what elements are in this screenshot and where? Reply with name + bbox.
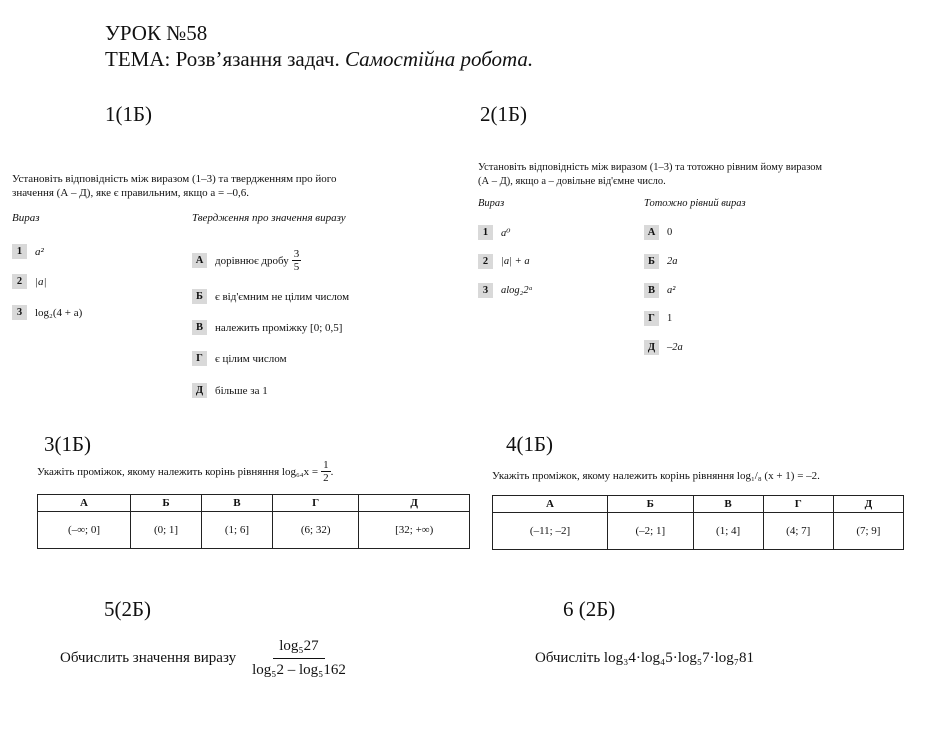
table-header: Б bbox=[608, 496, 693, 513]
task5-number: 5(2Б) bbox=[104, 597, 152, 621]
item-expr: a² bbox=[35, 245, 44, 258]
item-key: 1 bbox=[478, 225, 493, 240]
task4-prompt: Укажіть проміжок, якому належить корінь рівняння log₁/₈ (x + 1) = –2. bbox=[492, 470, 820, 482]
table-cell: (–2; 1] bbox=[608, 513, 693, 550]
item-key: 3 bbox=[12, 305, 27, 320]
task4-answer-table bbox=[492, 495, 904, 550]
table-cell: (–∞; 0] bbox=[38, 512, 131, 549]
fraction-denominator: 5 bbox=[293, 261, 300, 273]
table-cell: (0; 1] bbox=[131, 512, 202, 549]
item-text: 2a bbox=[667, 256, 678, 267]
fraction bbox=[321, 459, 331, 484]
item-key: Б bbox=[192, 289, 207, 304]
task3-prompt-end: . bbox=[330, 465, 334, 478]
table-header: А bbox=[38, 495, 131, 512]
task1-left-item bbox=[12, 244, 44, 259]
task1-right-item bbox=[192, 289, 349, 304]
task3-number: 3(1Б) bbox=[44, 432, 92, 456]
task1-right-header: Твердження про значення виразу bbox=[192, 212, 346, 224]
task2-right-item bbox=[644, 283, 675, 298]
task3-prompt-text: Укажіть проміжок, якому належить корінь рівняння log₆₄x = bbox=[37, 465, 319, 478]
fraction-numerator: log₅27 bbox=[273, 638, 324, 659]
task1-prompt bbox=[12, 172, 412, 200]
table-cell: [32; +∞) bbox=[359, 512, 470, 549]
table-cell: (7; 9] bbox=[833, 513, 903, 550]
task1-prompt-line1: Установіть відповідність між виразом (1–3) та твердженням про його bbox=[12, 173, 337, 185]
item-key: В bbox=[644, 283, 659, 298]
task5-prompt bbox=[60, 638, 352, 679]
task2-left-item bbox=[478, 225, 510, 240]
item-key: 3 bbox=[478, 283, 493, 298]
item-expr: |a| + a bbox=[501, 256, 530, 267]
table-header: Д bbox=[359, 495, 470, 512]
item-key: Г bbox=[192, 351, 207, 366]
item-key: 2 bbox=[478, 254, 493, 269]
item-key: А bbox=[192, 253, 207, 268]
task2-right-item bbox=[644, 225, 672, 240]
table-header: Б bbox=[131, 495, 202, 512]
item-text: 1 bbox=[667, 313, 673, 324]
table-header: Г bbox=[763, 496, 833, 513]
fraction-numerator: 3 bbox=[293, 248, 300, 260]
item-expr: |a| bbox=[35, 275, 47, 288]
table-header: В bbox=[693, 496, 763, 513]
item-key: Г bbox=[644, 311, 659, 326]
table-cell: (1; 4] bbox=[693, 513, 763, 550]
task2-left-header: Вираз bbox=[478, 198, 505, 209]
fraction bbox=[246, 638, 352, 679]
task3-prompt bbox=[37, 459, 333, 484]
task2-prompt-line1: Установіть відповідність між виразом (1–3) та тотожно рівним йому виразом bbox=[478, 162, 823, 173]
table-header-row bbox=[493, 496, 904, 513]
fraction-denominator: 2 bbox=[323, 472, 329, 484]
task5-prompt-text: Обчислить значення виразу bbox=[60, 650, 237, 666]
task2-right-header: Тотожно рівний вираз bbox=[644, 198, 746, 209]
item-text: дорівнює дробу bbox=[215, 254, 289, 267]
item-text: є від'ємним не цілим числом bbox=[215, 290, 350, 303]
item-text: a² bbox=[667, 285, 676, 296]
task2-right-item bbox=[644, 311, 672, 326]
item-key: 1 bbox=[12, 244, 27, 259]
task6-number: 6 (2Б) bbox=[563, 597, 616, 621]
item-key: Д bbox=[192, 383, 207, 398]
task1-right-item bbox=[192, 320, 342, 335]
task1-right-item bbox=[192, 383, 268, 398]
table-header: А bbox=[493, 496, 608, 513]
fraction-denominator: log₅2 – log₅162 bbox=[252, 662, 346, 678]
table-cell: (1; 6] bbox=[202, 512, 273, 549]
table-header: Д bbox=[833, 496, 903, 513]
lesson-title: УРОК №58 bbox=[105, 21, 208, 45]
topic-line bbox=[105, 46, 533, 72]
task1-right-item bbox=[192, 351, 287, 366]
fraction bbox=[292, 248, 302, 273]
item-expr: alog₂2ᵃ bbox=[501, 285, 533, 296]
task1-left-header: Вираз bbox=[12, 212, 40, 224]
table-header: В bbox=[202, 495, 273, 512]
task2-right-item bbox=[644, 254, 678, 269]
task6-prompt: Обчисліть log₃4·log₄5·log₅7·log₇81 bbox=[535, 650, 754, 666]
item-key: Б bbox=[644, 254, 659, 269]
task1-number: 1(1Б) bbox=[105, 102, 153, 126]
task2-prompt bbox=[478, 161, 908, 189]
table-header-row bbox=[38, 495, 470, 512]
table-cell: (4; 7] bbox=[763, 513, 833, 550]
item-text: –2a bbox=[667, 342, 683, 353]
fraction-numerator: 1 bbox=[323, 459, 329, 471]
task2-left-item bbox=[478, 283, 533, 298]
item-key: 2 bbox=[12, 274, 27, 289]
table-row bbox=[38, 512, 470, 549]
table-header: Г bbox=[272, 495, 358, 512]
task1-left-item bbox=[12, 274, 47, 289]
item-key: Д bbox=[644, 340, 659, 355]
item-key: В bbox=[192, 320, 207, 335]
task1-right-item bbox=[192, 248, 301, 273]
item-expr: log₂(4 + a) bbox=[35, 306, 83, 319]
item-key: А bbox=[644, 225, 659, 240]
task2-number: 2(1Б) bbox=[480, 102, 528, 126]
item-expr: a⁰ bbox=[501, 227, 511, 239]
task2-left-item bbox=[478, 254, 530, 269]
task4-number: 4(1Б) bbox=[506, 432, 554, 456]
topic-prefix: ТЕМА: Розв’язання задач. bbox=[105, 47, 345, 71]
task1-left-item bbox=[12, 305, 82, 320]
task2-prompt-line2: (А – Д), якщо a – довільне від'ємне число. bbox=[478, 176, 666, 187]
item-text: є цілим числом bbox=[215, 352, 287, 365]
item-text: більше за 1 bbox=[215, 384, 268, 397]
task2-right-item bbox=[644, 340, 683, 355]
table-cell: (6; 32) bbox=[272, 512, 358, 549]
topic-italic: Самостійна робота. bbox=[344, 47, 534, 71]
task1-prompt-line2: значення (А – Д), яке є правильним, якщо a = –0,6. bbox=[12, 187, 249, 199]
task3-answer-table bbox=[37, 494, 470, 549]
table-cell: (–11; –2] bbox=[493, 513, 608, 550]
item-text: належить проміжку [0; 0,5] bbox=[215, 321, 343, 334]
table-row bbox=[493, 513, 904, 550]
item-text: 0 bbox=[667, 227, 673, 238]
